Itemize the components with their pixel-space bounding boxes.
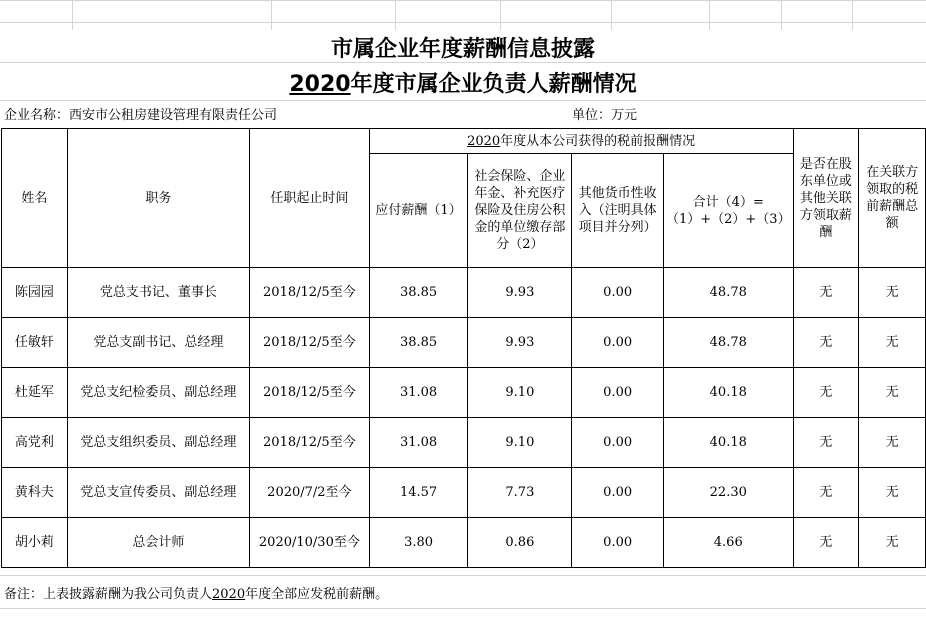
cell-insurance: 0.86	[468, 518, 572, 568]
cell-position: 总会计师	[67, 518, 249, 568]
cell-related: 无	[859, 268, 926, 318]
cell-shareholder: 无	[793, 518, 859, 568]
page-subtitle: 2020年度市属企业负责人薪酬情况	[289, 72, 637, 97]
cell-name: 胡小莉	[2, 518, 68, 568]
grid-line	[271, 0, 272, 30]
cell-shareholder: 无	[793, 368, 859, 418]
cell-related: 无	[859, 318, 926, 368]
cell-name: 黄科夫	[2, 468, 68, 518]
table-row	[2, 318, 926, 368]
cell-term: 2020/10/30至今	[250, 518, 370, 568]
cell-total: 48.78	[663, 268, 793, 318]
footnote: 备注：上表披露薪酬为我公司负责人2020年度全部应发税前薪酬。	[4, 587, 389, 602]
unit-label: 单位：万元	[572, 108, 638, 123]
cell-salary: 31.08	[369, 418, 468, 468]
cell-other: 0.00	[572, 418, 664, 468]
cell-position: 党总支书记、董事长	[67, 268, 249, 318]
header-other-income: 其他货币性收入（注明具体项目并分列）	[572, 154, 664, 268]
cell-position: 党总支纪检委员、副总经理	[67, 368, 249, 418]
cell-salary: 38.85	[369, 268, 468, 318]
table-row	[2, 518, 926, 568]
table-row	[2, 418, 926, 468]
cell-related: 无	[859, 418, 926, 468]
grid-line	[852, 0, 853, 30]
cell-salary: 14.57	[369, 468, 468, 518]
cell-related: 无	[859, 518, 926, 568]
cell-position: 党总支副书记、总经理	[67, 318, 249, 368]
cell-position: 党总支组织委员、副总经理	[67, 418, 249, 468]
cell-other: 0.00	[572, 368, 664, 418]
cell-term: 2020/7/2至今	[250, 468, 370, 518]
grid-line	[781, 0, 782, 30]
cell-total: 40.18	[663, 368, 793, 418]
grid-line	[611, 0, 612, 30]
cell-other: 0.00	[572, 318, 664, 368]
header-position: 职务	[67, 129, 249, 268]
cell-shareholder: 无	[793, 268, 859, 318]
cell-position: 党总支宣传委员、副总经理	[67, 468, 249, 518]
cell-total: 48.78	[663, 318, 793, 368]
grid-line	[0, 22, 926, 23]
header-shareholder: 是否在股东单位或其他关联方领取薪酬	[793, 129, 859, 268]
cell-total: 40.18	[663, 418, 793, 468]
cell-salary: 31.08	[369, 368, 468, 418]
cell-salary: 3.80	[369, 518, 468, 568]
header-income-group: 2020年度从本公司获得的税前报酬情况	[369, 129, 793, 154]
cell-insurance: 7.73	[468, 468, 572, 518]
cell-term: 2018/12/5至今	[250, 418, 370, 468]
cell-term: 2018/12/5至今	[250, 318, 370, 368]
cell-name: 高党利	[2, 418, 68, 468]
cell-other: 0.00	[572, 268, 664, 318]
cell-term: 2018/12/5至今	[250, 368, 370, 418]
cell-insurance: 9.10	[468, 418, 572, 468]
header-total: 合计（4）=（1）+（2）+（3）	[663, 154, 793, 268]
table-row	[2, 468, 926, 518]
cell-shareholder: 无	[793, 318, 859, 368]
cell-term: 2018/12/5至今	[250, 268, 370, 318]
cell-name: 任敏轩	[2, 318, 68, 368]
cell-insurance: 9.93	[468, 268, 572, 318]
salary-table	[1, 128, 926, 568]
cell-total: 22.30	[663, 468, 793, 518]
cell-other: 0.00	[572, 468, 664, 518]
header-insurance: 社会保险、企业年金、补充医疗保险及住房公积金的单位缴存部分（2）	[468, 154, 572, 268]
table-row	[2, 268, 926, 318]
grid-line	[500, 0, 501, 30]
page-title: 市属企业年度薪酬信息披露	[330, 37, 595, 62]
table-row	[2, 368, 926, 418]
cell-name: 陈园园	[2, 268, 68, 318]
cell-shareholder: 无	[793, 418, 859, 468]
grid-line	[72, 0, 73, 30]
company-name: 企业名称：西安市公租房建设管理有限责任公司	[4, 108, 278, 123]
grid-line	[0, 608, 926, 609]
cell-other: 0.00	[572, 518, 664, 568]
grid-line	[0, 100, 926, 101]
cell-related: 无	[859, 468, 926, 518]
header-name: 姓名	[2, 129, 68, 268]
header-salary: 应付薪酬（1）	[369, 154, 468, 268]
cell-total: 4.66	[663, 518, 793, 568]
cell-insurance: 9.93	[468, 318, 572, 368]
grid-line	[709, 0, 710, 30]
cell-salary: 38.85	[369, 318, 468, 368]
cell-shareholder: 无	[793, 468, 859, 518]
cell-name: 杜延军	[2, 368, 68, 418]
grid-line	[395, 0, 396, 30]
cell-related: 无	[859, 368, 926, 418]
header-related: 在关联方领取的税前薪酬总额	[859, 129, 926, 268]
header-term: 任职起止时间	[250, 129, 370, 268]
grid-line	[0, 0, 926, 1]
grid-line	[0, 575, 926, 576]
cell-insurance: 9.10	[468, 368, 572, 418]
